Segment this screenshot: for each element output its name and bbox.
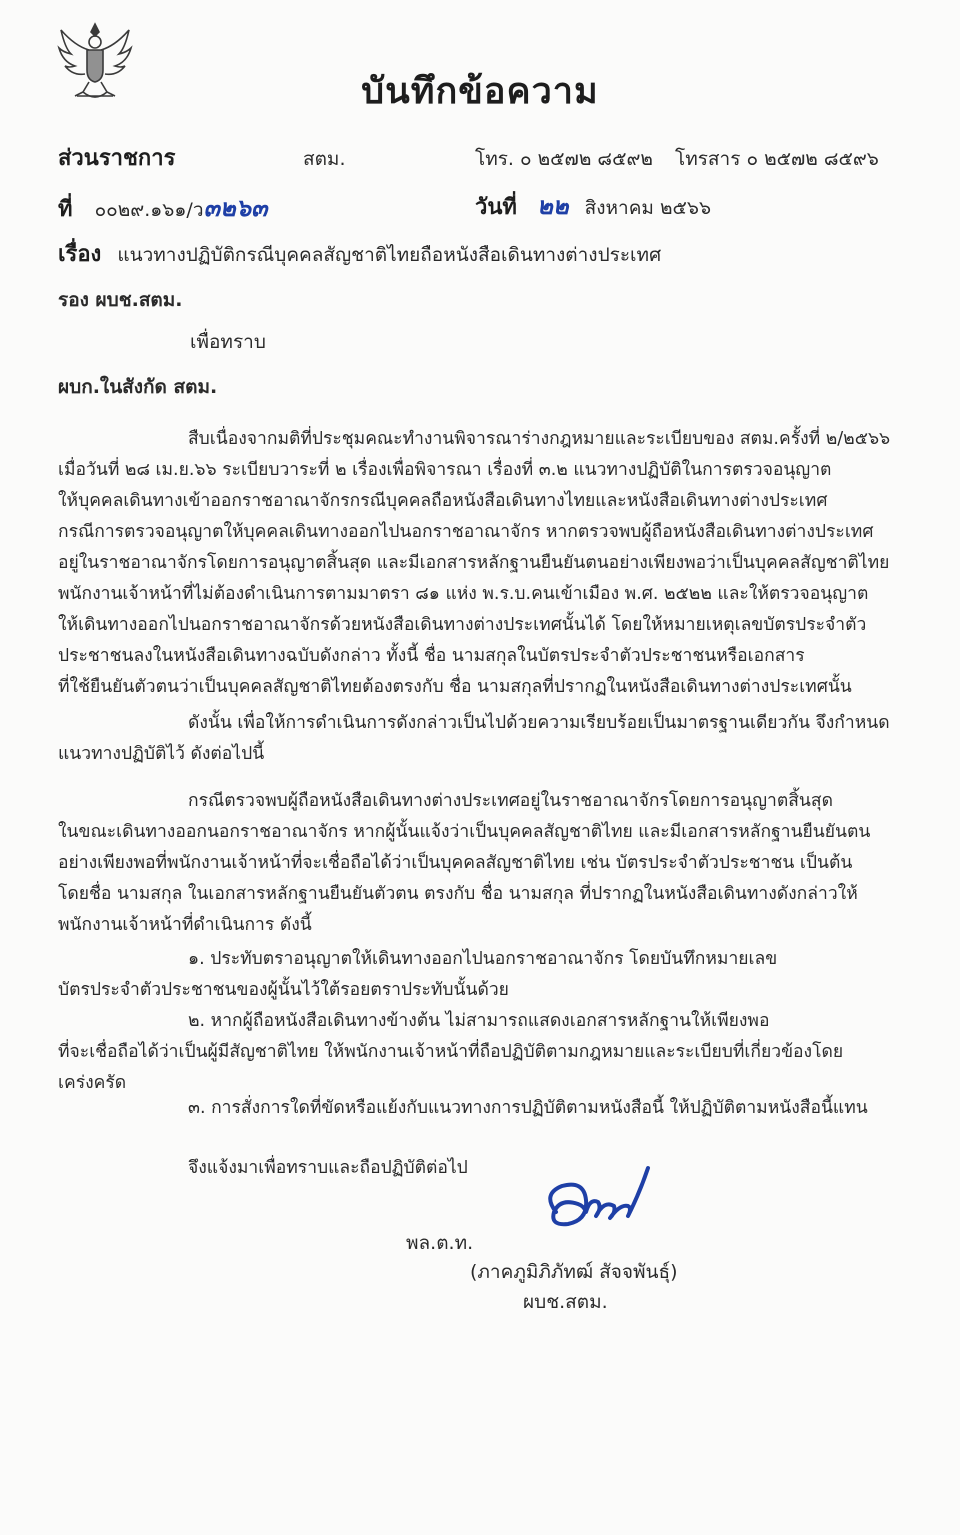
signer-rank: พล.ต.ท.: [406, 1232, 474, 1254]
fax-number: โทรสาร ๐ ๒๕๗๒ ๘๕๙๖: [675, 148, 879, 170]
document-number: ที่ ๐๐๒๙.๑๖๑/ว๓๒๖๓: [58, 194, 268, 222]
recipient: รอง ผบช.สตม.: [58, 289, 183, 311]
paragraph-therefore: ดังนั้น เพื่อให้การดำเนินการดังกล่าวเป็นไปด้วยความเรียบร้อยเป็นมาตรฐานเดียวกัน จึงกำหนด แนวทางปฏิบัติไว้ ดังต่อไปนี้: [58, 713, 890, 764]
paragraph-background: สืบเนื่องจากมติที่ประชุมคณะทำงานพิจารณาร่างกฎหมายและระเบียบของ สตม.ครั้งที่ ๒/๒๕๖๖ เมื่อวันที่ ๒๘ เม.ย.๖๖ ระเบียบวาระที่ ๒ เรื่องเพื่อพิจารณา เรื่องที่ ๓.๒ แนวทางปฏิบัติในการตรวจอนุญาต ให้บุคคลเดินทางเข้าออกราชอาณาจักรกรณีบุคคลถือหนังสือเดินทางไทยและหนังสือเดินทางต่างประเทศ กรณีการตรวจอนุญาตให้บุคคลเดินทางออกไปนอกราชอาณาจักร หากตรวจพบผู้ถือหนังสือเดินทางต่างประเทศ อยู่ในราชอาณาจักรโดยการอนุญาตสิ้นสุด และมีเอกสารหลักฐานยืนยันตนอย่างเพียงพอว่าเป็นบุคคลสัญชาติไทย พนักงานเจ้าหน้าที่ไม่ต้องดำเนินการตามมาตรา ๘๑ แห่ง พ.ร.บ.คนเข้าเมือง พ.ศ. ๒๕๒๒ และให้ตรวจอนุญาต ให้เดินทางออกไปนอกราชอาณาจักรด้วยหนังสือเดินทางต่างประเทศนั้นได้ โดยให้หมายเหตุเลขบัตรประจำตัว ประชาชนลงในหนังสือเดินทางฉบับดังกล่าว ทั้งนี้ ชื่อ นามสกุลในบัตรประจำตัวประชาชนหรือเอกสาร ที่ใช้ยืนยันตัวตนว่าเป็นบุคคลสัญชาติไทยต้องตรงกับ ชื่อ นามสกุลที่ปรากฏในหนังสือเดินทางต่างประเทศนั้น: [58, 429, 891, 697]
item-3: ๓. การสั่งการใดที่ขัดหรือแย้งกับแนวทางการปฏิบัติตามหนังสือนี้ ให้ปฏิบัติตามหนังสือนี้แทน: [188, 1098, 868, 1118]
signer-name: (ภาคภูมิภิภัทฒ์ สัจจพันธุ์): [470, 1261, 678, 1283]
item-2: ๒. หากผู้ถือหนังสือเดินทางข้างต้น ไม่สามารถแสดงเอกสารหลักฐานให้เพียงพอ ที่จะเชื่อถือได้ว่าเป็นผู้มีสัญชาติไทย ให้พนักงานเจ้าหน้าที่ถือปฏิบัติตามกฎหมายและระเบียบที่เกี่ยวข้องโดย เคร่งครัด: [58, 1011, 844, 1093]
signer-position: ผบช.สตม.: [523, 1291, 608, 1313]
closing-line: จึงแจ้งมาเพื่อทราบและถือปฏิบัติต่อไป: [188, 1158, 468, 1178]
copy-to: ผบก.ในสังกัด สตม.: [58, 376, 218, 398]
signature-mark: [538, 1152, 668, 1252]
handwritten-number: ๓๒๖๓: [203, 194, 268, 222]
department-value: สตม.: [303, 148, 346, 170]
subject-line: เรื่อง แนวทางปฏิบัติกรณีบุคคลสัญชาติไทยถือหนังสือเดินทางต่างประเทศ: [58, 242, 662, 267]
phone-number: โทร. ๐ ๒๕๗๒ ๘๕๙๒: [475, 148, 653, 170]
memo-title: บันทึกข้อความ: [361, 71, 599, 112]
paragraph-case: กรณีตรวจพบผู้ถือหนังสือเดินทางต่างประเทศอยู่ในราชอาณาจักรโดยการอนุญาตสิ้นสุด ในขณะเดินทางออกนอกราชอาณาจักร หากผู้นั้นแจ้งว่าเป็นบุคคลสัญชาติไทย และมีเอกสารหลักฐานยืนยันตน อย่างเพียงพอที่พนักงานเจ้าหน้าที่จะเชื่อถือได้ว่าเป็นบุคคลสัญชาติไทย เช่น บัตรประจำตัวประชาชน เป็นต้น โดยชื่อ นามสกุล ในเอกสารหลักฐานยืนยันตัวตน ตรงกับ ชื่อ นามสกุล ที่ปรากฏในหนังสือเดินทางดังกล่าวให้ พนักงานเจ้าหน้าที่ดำเนินการ ดังนี้: [58, 791, 871, 935]
item-1: ๑. ประทับตราอนุญาตให้เดินทางออกไปนอกราชอาณาจักร โดยบันทึกหมายเลข บัตรประจำตัวประชาชนของผู้นั้นไว้ใต้รอยตราประทับนั้นด้วย: [58, 949, 778, 1000]
handwritten-day: ๒๒: [536, 192, 569, 220]
document-date: วันที่ ๒๒ สิงหาคม ๒๕๖๖: [475, 192, 712, 220]
purpose: เพื่อทราบ: [190, 331, 266, 353]
department-label: ส่วนราชการ: [58, 146, 176, 171]
